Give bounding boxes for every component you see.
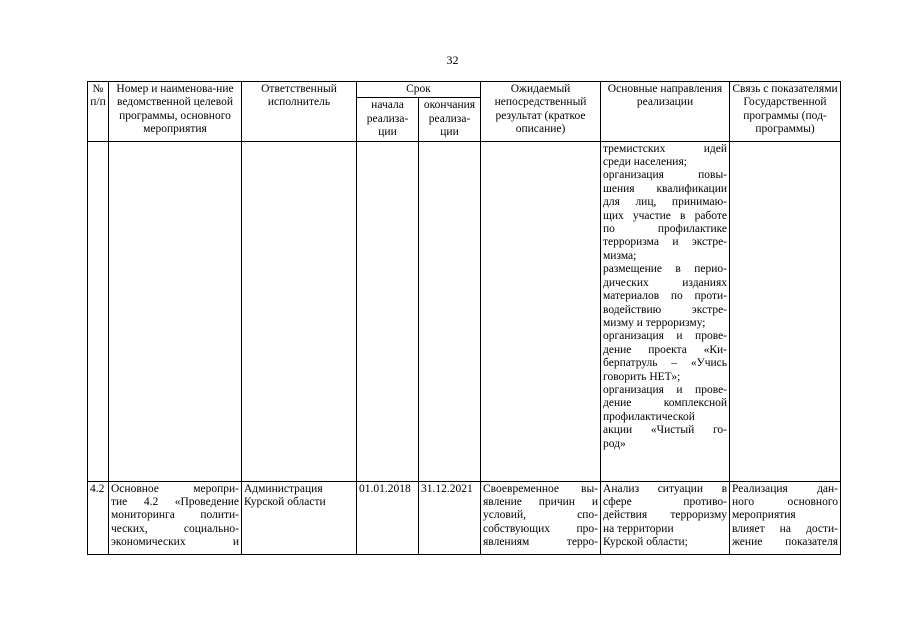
cell-result [481,481,601,554]
text-line: условий, спо- [483,509,599,522]
text-line: собствующих про- [483,522,599,535]
text-line: дение комплексной [603,397,728,410]
header-responsible: Ответственный исполнитель [242,82,357,142]
text-line: явлениям терро- [483,536,599,549]
cell-empty-name [109,141,242,481]
header-num: № п/п [88,82,109,142]
text-line: ческих, социально- [111,522,239,535]
page-number: 32 [446,53,459,67]
text-line: для лиц, принимаю- [603,196,728,209]
text-line: дение проекта «Ки- [603,343,728,356]
text-line: экономических и [111,536,239,549]
cell-start-date: 01.01.2018 [357,481,419,554]
text-line: материалов по проти- [603,290,728,303]
text-line: берпатруль – «Учись [603,357,728,370]
text-line: действия терроризму [603,509,728,522]
continued-row [88,141,841,481]
text-line: на территории [603,522,674,535]
text-line: тремистских идей [603,142,728,155]
cell-directions [601,481,730,554]
text-line: ного основного [732,496,839,509]
text-line: Курской области; [603,536,688,549]
table-row-4-2 [88,481,841,554]
header-name: Номер и наименова-ние ведомственной целевой программы, основного мероприятия [109,82,242,142]
cell-responsible [242,481,357,554]
text-line: Курской области [244,496,326,509]
text-line: род» [603,437,626,450]
text-line: профилактической [603,410,695,423]
text-line: среди населения; [603,156,687,169]
text-line: Своевременное вы- [483,482,599,495]
text-line: тие 4.2 «Проведение [111,496,239,509]
cell-end-date: 31.12.2021 [419,481,481,554]
text-line: организация и прове- [603,330,728,343]
text-line: Администрация [244,482,323,495]
header-result: Ожидаемый непосредственный результат (краткое описание) [481,82,601,142]
text-line: организация повы- [603,169,728,182]
text-line: акции «Чистый го- [603,424,728,437]
cell-empty-link [730,141,841,481]
text-line: по профилактике [603,223,728,236]
header-row [88,82,841,98]
text-line: влияет на дости- [732,522,839,535]
text-line: размещение в перио- [603,263,728,276]
cell-link [730,481,841,554]
program-table [87,81,841,555]
text-line: мероприятия [732,509,796,522]
text-line: Анализ ситуации в [603,482,728,495]
cell-empty-responsible [242,141,357,481]
cell-name [109,481,242,554]
cell-empty-result [481,141,601,481]
text-line: дических изданиях [603,276,728,289]
header-directions: Основные направления реализации [601,82,730,142]
text-line: Основное меропри- [111,482,239,495]
text-line: сфере противо- [603,496,728,509]
text-line: организация и прове- [603,383,728,396]
text-line: щих участие в работе [603,209,728,222]
text-line: Реализация дан- [732,482,839,495]
text-line: терроризма и экстре- [603,236,728,249]
cell-directions-continued [601,141,730,481]
text-line: шения квалификации [603,182,728,195]
header-term-start: начала реализа-ции [357,98,419,141]
header-link: Связь с показателями Государственной программы (под-программы) [730,82,841,142]
cell-empty-start [357,141,419,481]
header-term: Срок [357,82,481,98]
cell-empty-num [88,141,109,481]
text-line: мизму и терроризму; [603,316,706,329]
header-term-end: окончания реализа-ции [419,98,481,141]
text-line: говорить НЕТ»; [603,370,681,383]
text-line: водействию экстре- [603,303,728,316]
text-line: явление причин и [483,496,599,509]
cell-empty-end [419,141,481,481]
cell-num: 4.2 [88,481,109,554]
text-line: жение показателя [732,536,839,549]
text-line: мониторинга полити- [111,509,239,522]
text-line: мизма; [603,249,637,262]
